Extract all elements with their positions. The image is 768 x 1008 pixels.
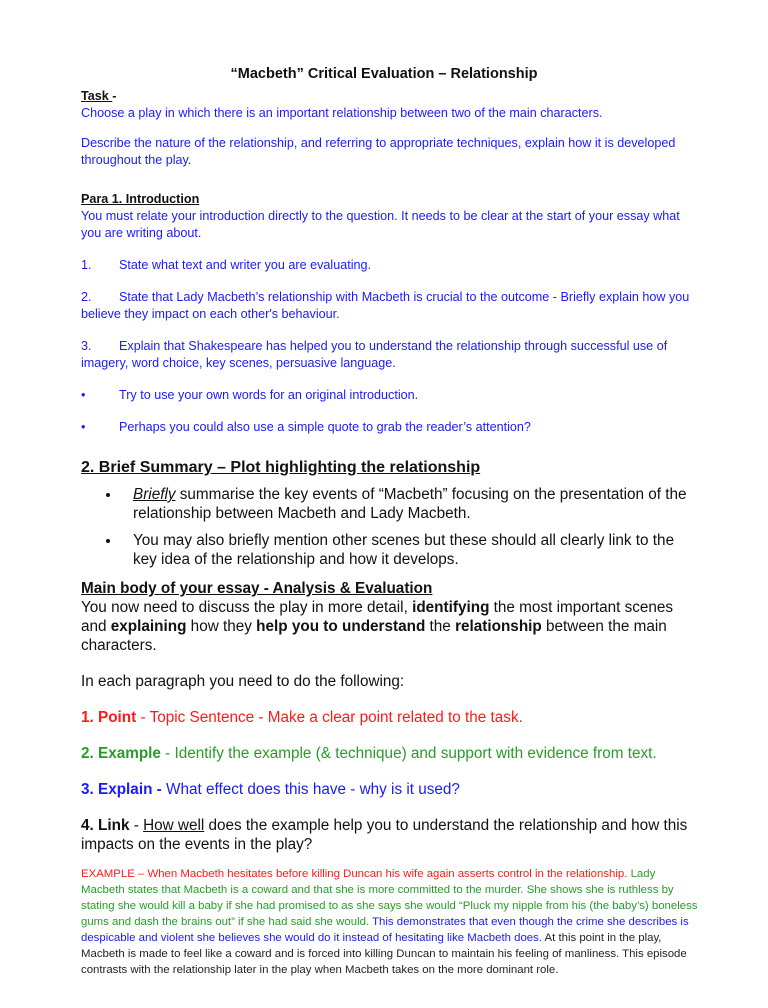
step-link: [81, 816, 693, 854]
bullet-text: summarise the key events of “Macbeth” focusing on the presentation of the relationship between Macbeth and Lady Macbeth.: [133, 486, 687, 522]
para1-heading: Para 1. Introduction: [81, 192, 200, 206]
briefly-emphasis: Briefly: [133, 486, 176, 503]
example-evidence: Lady Macbeth states that Macbeth is a coward and that she is more committed to the murder. She shows she is ruthless by stating she would kill a baby if she had promised to as she says she would “Pluck my nipple from his (the baby’s) boneless gums and dash the brains out” if she had said she would.: [81, 868, 698, 928]
task-label: Task: [81, 89, 113, 103]
summary-section: [81, 458, 693, 569]
step-label: 1. Point: [81, 709, 137, 726]
intro-text: how they: [186, 618, 257, 635]
main-body-section: [81, 579, 693, 854]
step-text: - Identify the example (& technique) and support with evidence from text.: [160, 745, 657, 762]
list-item: [81, 387, 693, 404]
main-intro: [81, 598, 693, 655]
step-label: 2. Example: [81, 745, 161, 762]
example-paragraph: [81, 866, 701, 978]
list-text: State that Lady Macbeth’s relationship with Macbeth is crucial to the outcome - Briefly explain how you believe they impact on each other's behaviour.: [81, 290, 690, 321]
list-item: [81, 419, 693, 436]
list-marker: 2.: [81, 290, 92, 304]
list-item: [81, 338, 693, 372]
intro-bold: identifying: [412, 599, 490, 616]
summary-bullet-1: [121, 485, 693, 523]
intro-text: between the main characters.: [81, 618, 667, 654]
step-label: 3. Explain -: [81, 781, 162, 798]
summary-bullet-2: • You may also briefly mention other scenes but these should all clearly link to the key idea of the relationship and how it develops.: [121, 531, 693, 569]
list-text: State what text and writer you are evaluating.: [119, 258, 372, 272]
list-item: [81, 289, 693, 323]
list-text: Explain that Shakespeare has helped you to understand the relationship through successful use of imagery, word choice, key scenes, persuasive language.: [81, 339, 668, 370]
list-marker: •: [81, 420, 86, 434]
list-marker: •: [81, 388, 86, 402]
task-line-1: Choose a play in which there is an important relationship between two of the main characters.: [81, 106, 603, 120]
intro-text: the most important scenes and: [81, 599, 674, 635]
para1-intro: You must relate your introduction directly to the question. It needs to be clear at the start of your essay what you are writing about.: [81, 209, 680, 240]
intro-text: You now need to discuss the play in more detail,: [81, 599, 413, 616]
list-text: Try to use your own words for an original introduction.: [119, 388, 419, 402]
list-marker: 1.: [81, 258, 92, 272]
step-text: does the example help you to understand the relationship and how this impacts on the events in the play?: [81, 817, 688, 853]
intro-bold: explaining: [110, 618, 187, 635]
step-point: [81, 708, 693, 727]
step-text: What effect does this have - why is it used?: [161, 781, 460, 798]
summary-heading: 2. Brief Summary – Plot highlighting the relationship: [81, 459, 481, 476]
document-title: “Macbeth” Critical Evaluation – Relationship: [230, 66, 538, 82]
list-marker: 3.: [81, 339, 92, 353]
task-line-2: Describe the nature of the relationship, and referring to appropriate techniques, explain how it is developed throughout the play.: [81, 136, 676, 167]
list-text: Perhaps you could also use a simple quote to grab the reader’s attention?: [119, 420, 531, 434]
step-text: - Topic Sentence - Make a clear point related to the task.: [136, 709, 523, 726]
main-heading: Main body of your essay - Analysis & Evaluation: [81, 580, 433, 597]
main-instruction: In each paragraph you need to do the following:: [81, 673, 405, 690]
step-label: 4. Link: [81, 817, 130, 834]
example-link: At this point in the play, Macbeth is made to feel like a coward and is forced into killing Duncan to maintain his feeling of manliness. This episode contrasts with the relationship later in the play when Macbeth takes on the more dominant role.: [81, 932, 687, 976]
task-section: [81, 88, 693, 169]
step-dash: -: [129, 817, 144, 834]
example-explain: This demonstrates that even though the crime she describes is despicable and violent she believes she would do it instead of hesitating like Macbeth does.: [81, 916, 689, 944]
intro-text: the: [425, 618, 456, 635]
example-point: EXAMPLE – When Macbeth hesitates before killing Duncan his wife again asserts control in the relationship.: [81, 868, 631, 880]
step-explain: [81, 780, 693, 799]
intro-bold: help you to understand: [256, 618, 426, 635]
intro-bold: relationship: [455, 618, 542, 635]
step-underline: How well: [143, 817, 205, 834]
para1-section: [81, 191, 693, 436]
list-item: [81, 257, 693, 274]
task-dash: -: [112, 89, 117, 103]
step-example: [81, 744, 693, 763]
